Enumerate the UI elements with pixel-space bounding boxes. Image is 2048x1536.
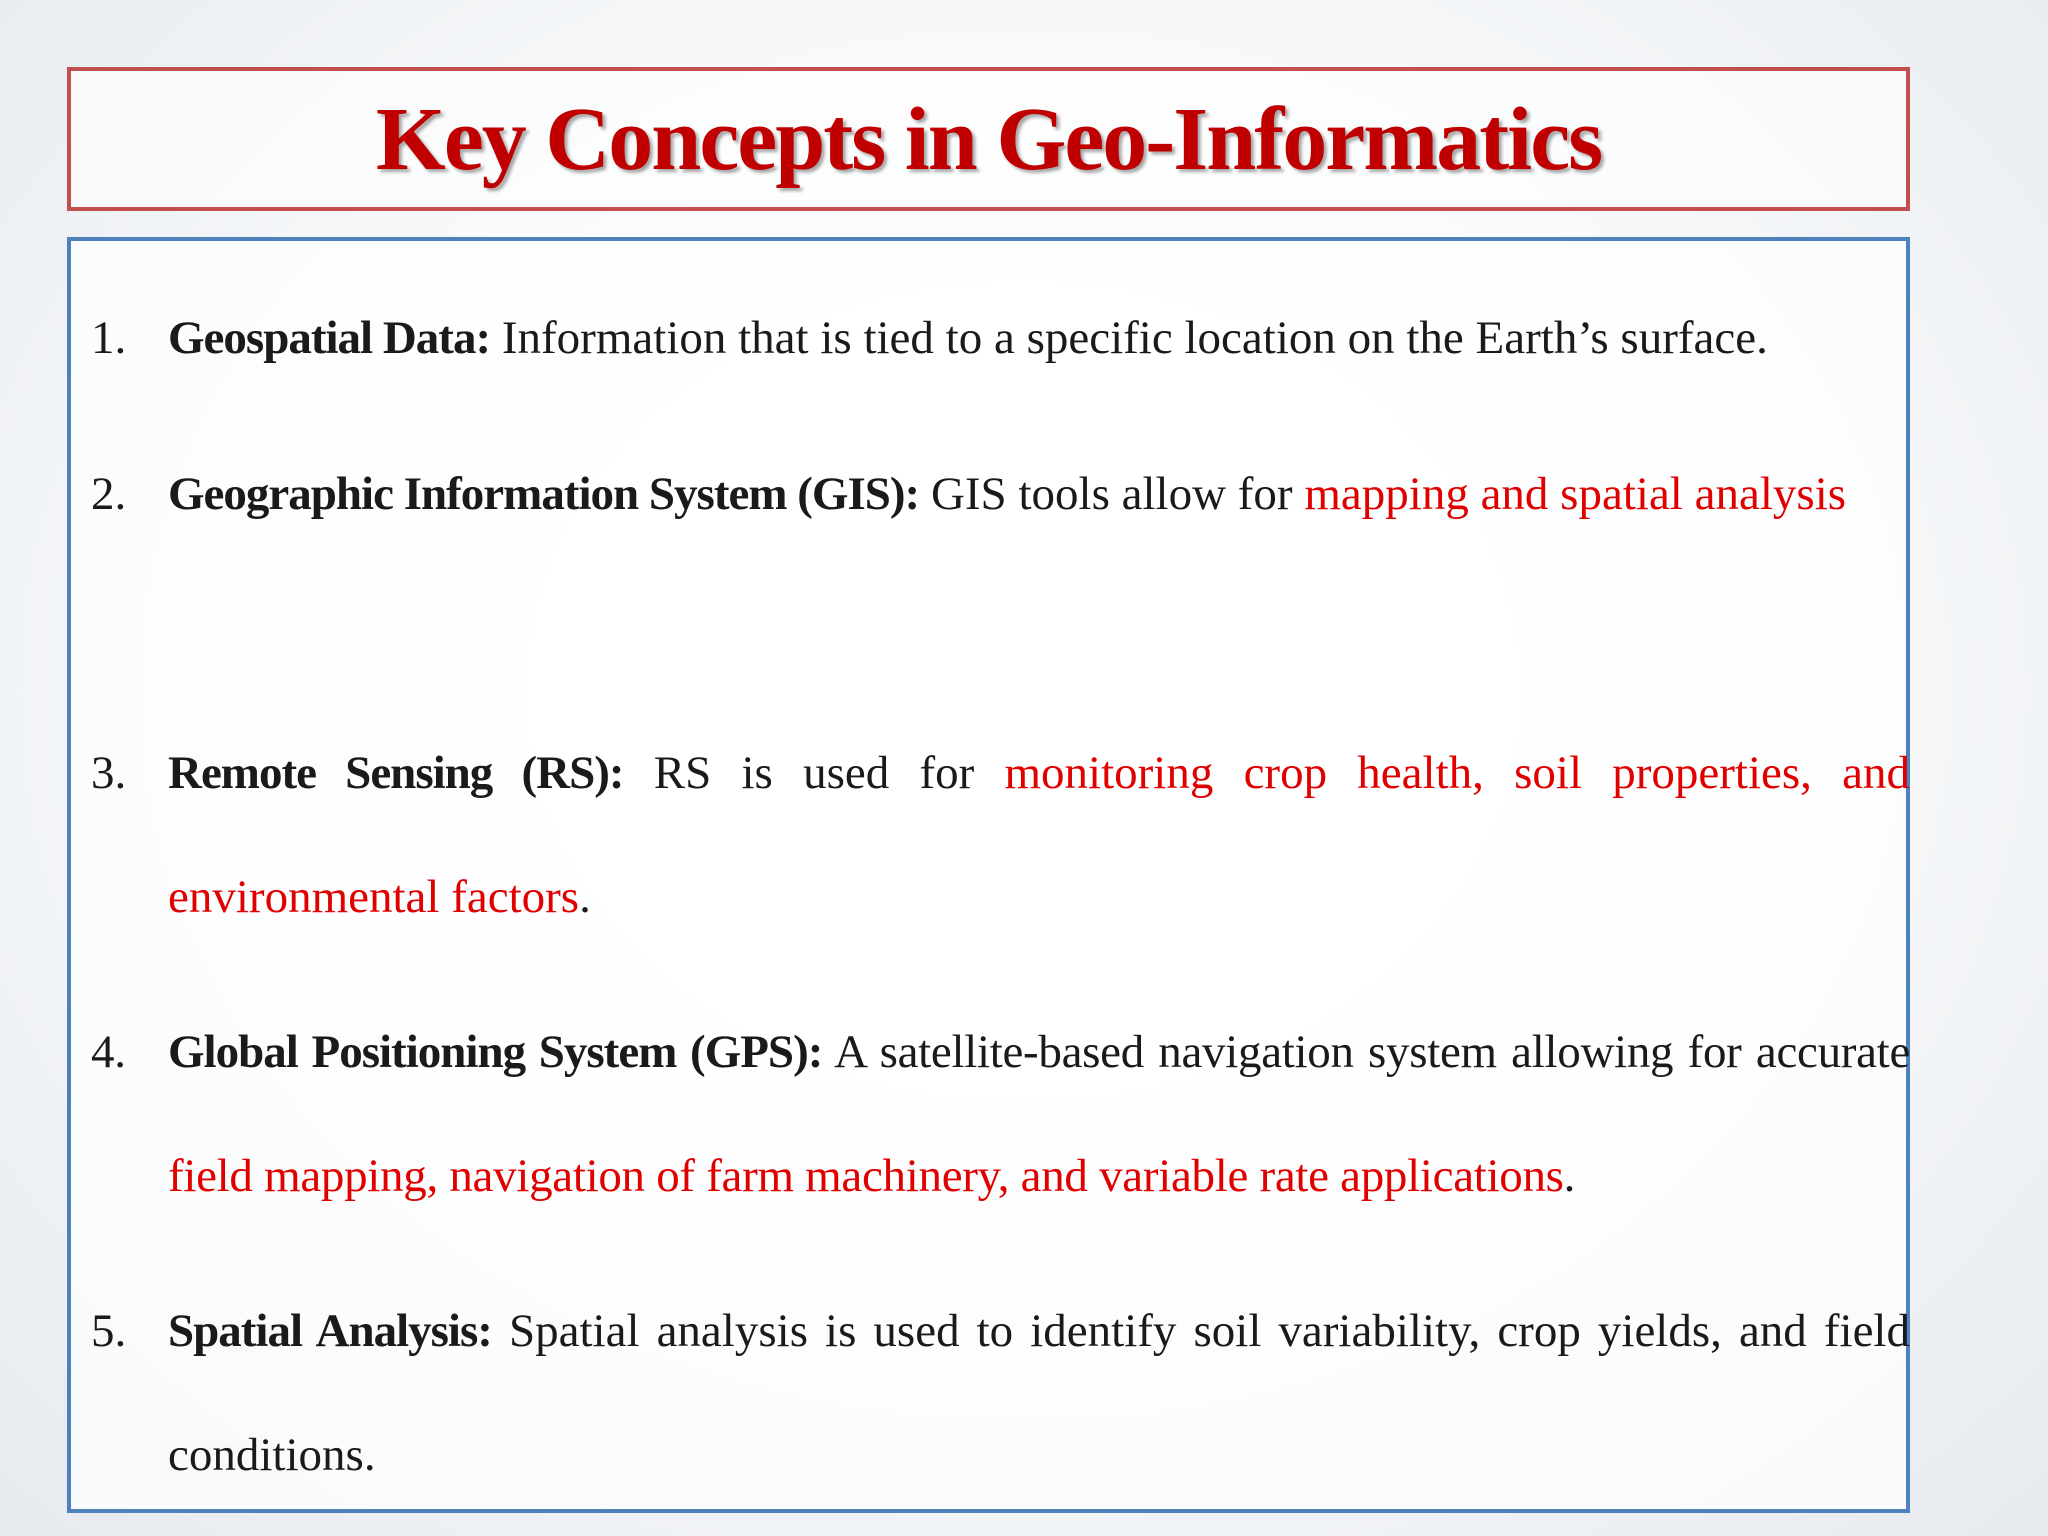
concept-term: Spatial Analysis:	[168, 1305, 492, 1357]
concept-highlight: monitoring crop health, soil properties, and environmental factors	[168, 747, 1910, 923]
concept-text: Spatial analysis is used to identify soil variability, crop yields, and field conditions.	[168, 1305, 1910, 1481]
concept-text: A satellite-based navigation system allowing for accurate	[822, 1026, 1911, 1078]
concept-number: 4.	[91, 1026, 126, 1078]
concept-remote-sensing	[71, 711, 1910, 959]
concept-term: Geospatial Data:	[168, 312, 491, 364]
concept-number: 3.	[91, 747, 127, 799]
title-box	[67, 67, 1910, 211]
concept-gps	[71, 990, 1910, 1238]
concept-end: .	[1563, 1150, 1576, 1202]
concept-gis	[71, 432, 1910, 556]
concept-end: .	[579, 871, 591, 923]
concept-number: 2.	[91, 468, 127, 520]
concept-text: RS is used for	[623, 747, 1005, 799]
concept-spatial-analysis	[71, 1269, 1910, 1517]
concept-highlight: mapping and spatial analysis	[1304, 468, 1847, 520]
concept-geospatial-data	[71, 276, 1910, 400]
concept-term: Global Positioning System (GPS):	[168, 1026, 823, 1078]
concept-text: GIS tools allow for	[919, 468, 1305, 520]
concept-term: Remote Sensing (RS):	[168, 747, 624, 799]
concept-text: Information that is tied to a specific location on the Earth’s surface.	[490, 312, 1768, 364]
concept-number: 1.	[91, 312, 127, 364]
concept-highlight: field mapping, navigation of farm machinery, and variable rate applications	[168, 1150, 1564, 1202]
slide-title: Key Concepts in Geo-Informatics	[375, 89, 1602, 189]
concept-term: Geographic Information System (GIS):	[168, 468, 920, 520]
content-box	[67, 237, 1910, 1513]
concept-number: 5.	[91, 1305, 127, 1357]
